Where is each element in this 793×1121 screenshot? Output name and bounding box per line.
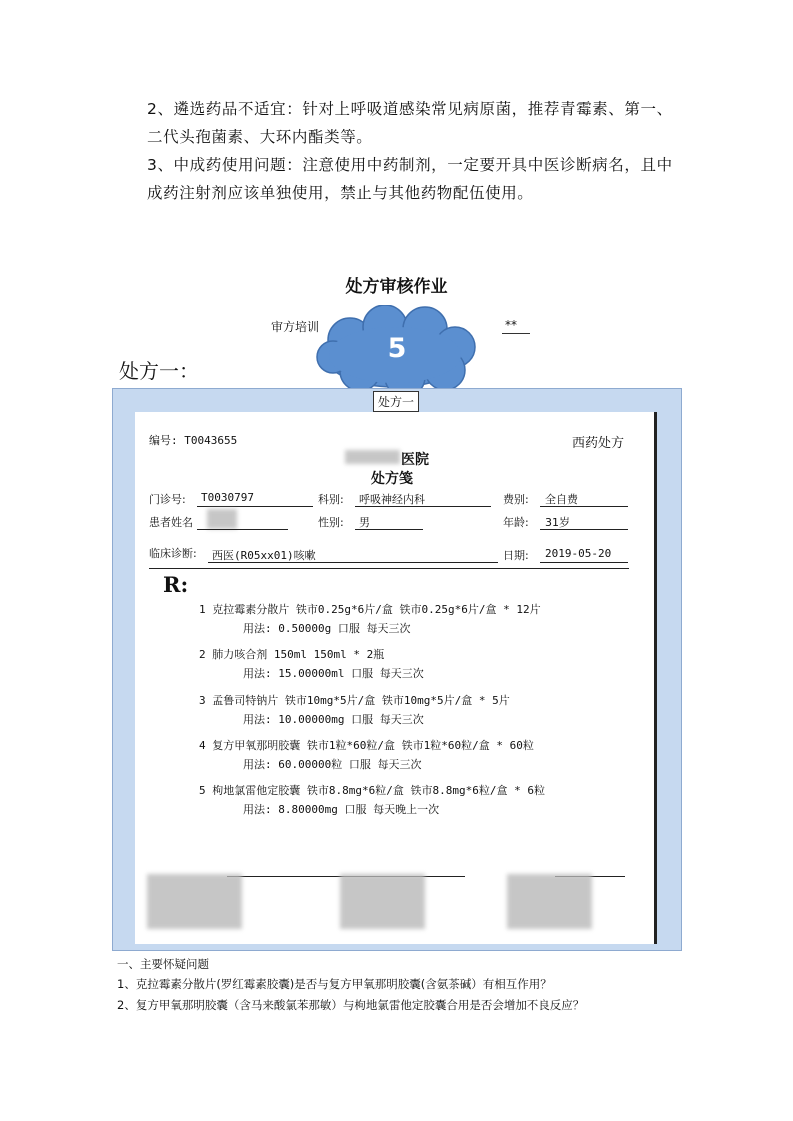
dept-value: 呼吸神经内科: [359, 493, 425, 506]
fee-value: 全自费: [545, 493, 578, 506]
callout-tag: 处方一: [373, 391, 419, 412]
blurred-signature-2: [340, 874, 425, 929]
diag-label: 临床诊断:: [149, 547, 197, 560]
trainer-value: **: [505, 318, 517, 332]
dept-label: 科别:: [318, 493, 344, 506]
drug-line-3: 3 孟鲁司特钠片 铁市10mg*5片/盒 铁市10mg*5片/盒 * 5片: [199, 694, 510, 707]
blurred-patient-name: [207, 509, 237, 529]
section-label: 处方一：: [119, 359, 199, 383]
sex-label: 性别:: [318, 516, 344, 529]
header-divider: [149, 568, 629, 569]
date-value: 2019-05-20: [545, 547, 612, 560]
trainer-label: 审方培训: [271, 320, 320, 334]
callout-number: 5: [387, 333, 407, 364]
clinic-value: T0030797: [201, 491, 254, 504]
question-1: 1、克拉霉素分散片(罗红霉素胶囊)是否与复方甲氧那明胶囊(含氨茶碱）有相互作用？: [117, 977, 552, 991]
patient-label: 患者姓名: [149, 516, 193, 529]
rx-code: 编号: T0043655: [149, 434, 238, 447]
assignment-title: 处方审核作业: [345, 277, 448, 297]
fee-underline: [540, 506, 628, 507]
drug-usage-1: 用法: 0.50000g 口服 每天三次: [243, 622, 411, 635]
form-title: 处方笺: [371, 471, 413, 487]
paragraph-2: 2、遴选药品不适宜：针对上呼吸道感染常见病原菌，推荐青霉素、第一、二代头孢菌素、大环内酯类等。: [147, 100, 673, 146]
drug-line-5: 5 枸地氯雷他定胶囊 铁市8.8mg*6粒/盒 铁市8.8mg*6粒/盒 * 6粒: [199, 784, 545, 797]
date-underline: [540, 562, 628, 563]
fee-label: 费别:: [503, 493, 529, 506]
diag-underline: [208, 562, 498, 563]
drug-line-4: 4 复方甲氧那明胶囊 铁市1粒*60粒/盒 铁市1粒*60粒/盒 * 60粒: [199, 739, 534, 752]
paragraph-3: 3、中成药使用问题：注意使用中药制剂，一定要开具中医诊断病名，且中成药注射剂应该单独使用，禁止与其他药物配伍使用。: [147, 156, 673, 202]
dept-underline: [355, 506, 491, 507]
hospital-name: 医院: [401, 452, 429, 468]
clinic-underline: [197, 506, 313, 507]
prescription-sheet: [135, 412, 657, 944]
age-underline: [540, 529, 628, 530]
blurred-signature-3: [507, 874, 592, 929]
diag-value: 西医(R05xx01)咳嗽: [212, 549, 316, 562]
blurred-hospital-name: [345, 450, 400, 464]
drug-usage-3: 用法: 10.00000mg 口服 每天三次: [243, 713, 424, 726]
drug-usage-4: 用法: 60.00000粒 口服 每天三次: [243, 758, 422, 771]
drug-line-2: 2 肺力咳合剂 150ml 150ml * 2瓶: [199, 648, 385, 661]
patient-underline: [197, 529, 288, 530]
blurred-signature-1: [147, 874, 242, 929]
sex-underline: [355, 529, 423, 530]
clinic-label: 门诊号:: [149, 493, 186, 506]
questions-heading: 一、主要怀疑问题: [117, 957, 209, 971]
age-value: 31岁: [545, 516, 570, 529]
trainer-underline: [502, 333, 530, 334]
drug-line-1: 1 克拉霉素分散片 铁市0.25g*6片/盒 铁市0.25g*6片/盒 * 12片: [199, 603, 541, 616]
drug-usage-2: 用法: 15.00000ml 口服 每天三次: [243, 667, 424, 680]
question-2: 2、复方甲氧那明胶囊（含马来酸氯苯那敏）与枸地氯雷他定胶囊合用是否会增加不良反应？: [117, 998, 585, 1012]
date-label: 日期:: [503, 549, 529, 562]
age-label: 年龄:: [503, 516, 529, 529]
drug-usage-5: 用法: 8.80000mg 口服 每天晚上一次: [243, 803, 440, 816]
rx-symbol: R:: [163, 572, 189, 597]
rx-type: 西药处方: [572, 436, 625, 451]
sex-value: 男: [359, 516, 370, 529]
